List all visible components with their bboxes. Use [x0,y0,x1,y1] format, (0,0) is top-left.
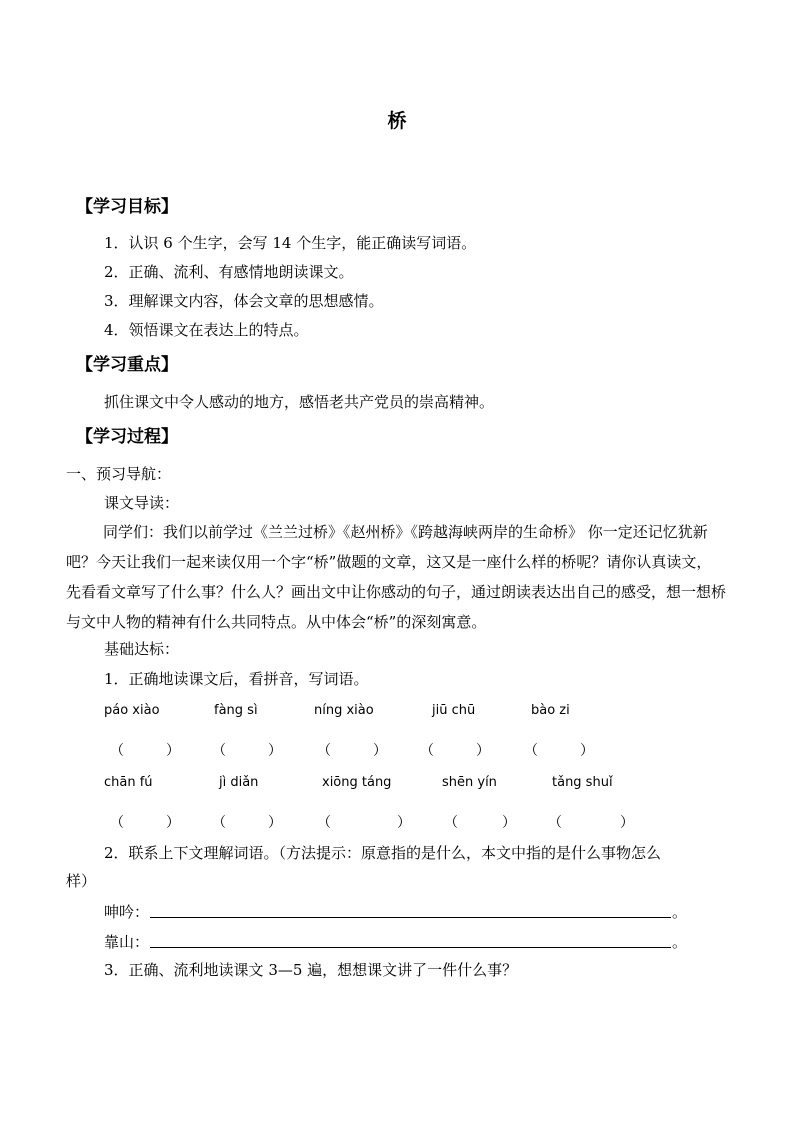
pinyin-item: xiōng táng [322,775,392,790]
heading-focus: 【学习重点】 [76,355,178,375]
answer-blank-open: （ [444,815,458,831]
answer-blank-close: ） [373,743,387,759]
pinyin-item: níng xiào [314,703,374,718]
pinyin-item: chān fú [104,775,153,790]
heading-process: 【学习过程】 [76,427,178,447]
pinyin-item: jiū chū [432,703,476,718]
goal-item: 2．正确、流利、有感情地朗读课文。 [104,263,354,281]
answer-blank-close: ） [166,815,180,831]
answer-blank-open: （ [212,743,226,759]
guide-paragraph: 同学们：我们以前学过《兰兰过桥》《赵州桥》《跨越海峡两岸的生命桥》 你一定还记忆犹新吧？今天让我们一起来读仅用一个字“桥”做题的文章，这又是一座什么样的桥呢？请你认真读文，先看看文章写了什么事？什么人？画出文中让你感动的句子，通过朗读表达出自己的感受，想一想桥与文中人物的精神有什么共同特点。从中体会“桥”的深刻寓意。 [66,523,727,631]
goal-item: 1．认识 6 个生字，会写 14 个生字，能正确读写词语。 [104,234,477,252]
answer-blank-open: （ [548,815,562,831]
answer-blank-close: ） [476,743,490,759]
basic-label: 基础达标： [104,640,180,658]
answer-blank-open: （ [110,743,124,759]
focus-text: 抓住课文中令人感动的地方，感悟老共产党员的崇高精神。 [104,393,495,411]
answer-line[interactable] [150,917,671,918]
goal-item: 3．理解课文内容，体会文章的思想感情。 [104,292,384,310]
pinyin-item: bào zi [531,703,570,718]
section-preview: 一、预习导航： [66,465,172,483]
word-label-kaoshan: 靠山： [104,933,150,951]
answer-blank-close: ） [502,815,516,831]
pinyin-item: jì diǎn [219,775,259,790]
answer-blank-close: ） [166,743,180,759]
answer-blank-open: （ [212,815,226,831]
question-2: 2．联系上下文理解词语。（方法提示：原意指的是什么，本文中指的是什么事物怎么 [104,844,662,862]
answer-line[interactable] [150,947,671,948]
word-label-shenyin: 呻吟： [104,903,150,921]
period: 。 [672,903,688,921]
heading-goals: 【学习目标】 [76,197,178,217]
pinyin-item: shēn yín [442,775,497,790]
question-1: 1．正确地读课文后，看拼音，写词语。 [104,670,369,688]
answer-blank-close: ） [268,743,282,759]
goal-item: 4．领悟课文在表达上的特点。 [104,321,309,339]
pinyin-item: tǎng shuǐ [552,775,613,790]
answer-blank-open: （ [524,743,538,759]
answer-blank-close: ） [580,743,594,759]
pinyin-item: fàng sì [214,703,258,718]
answer-blank-close: ） [268,815,282,831]
page-title: 桥 [387,110,407,132]
answer-blank-open: （ [110,815,124,831]
answer-blank-open: （ [317,815,331,831]
question-3: 3．正确、流利地读课文 3—5 遍，想想课文讲了一件什么事？ [104,961,518,979]
pinyin-item: páo xiào [104,703,160,718]
answer-blank-open: （ [317,743,331,759]
answer-blank-close: ） [620,815,634,831]
answer-blank-open: （ [420,743,434,759]
question-2-cont: 样） [66,872,97,890]
guide-label: 课文导读： [104,494,180,512]
answer-blank-close: ） [397,815,411,831]
period: 。 [672,933,688,951]
